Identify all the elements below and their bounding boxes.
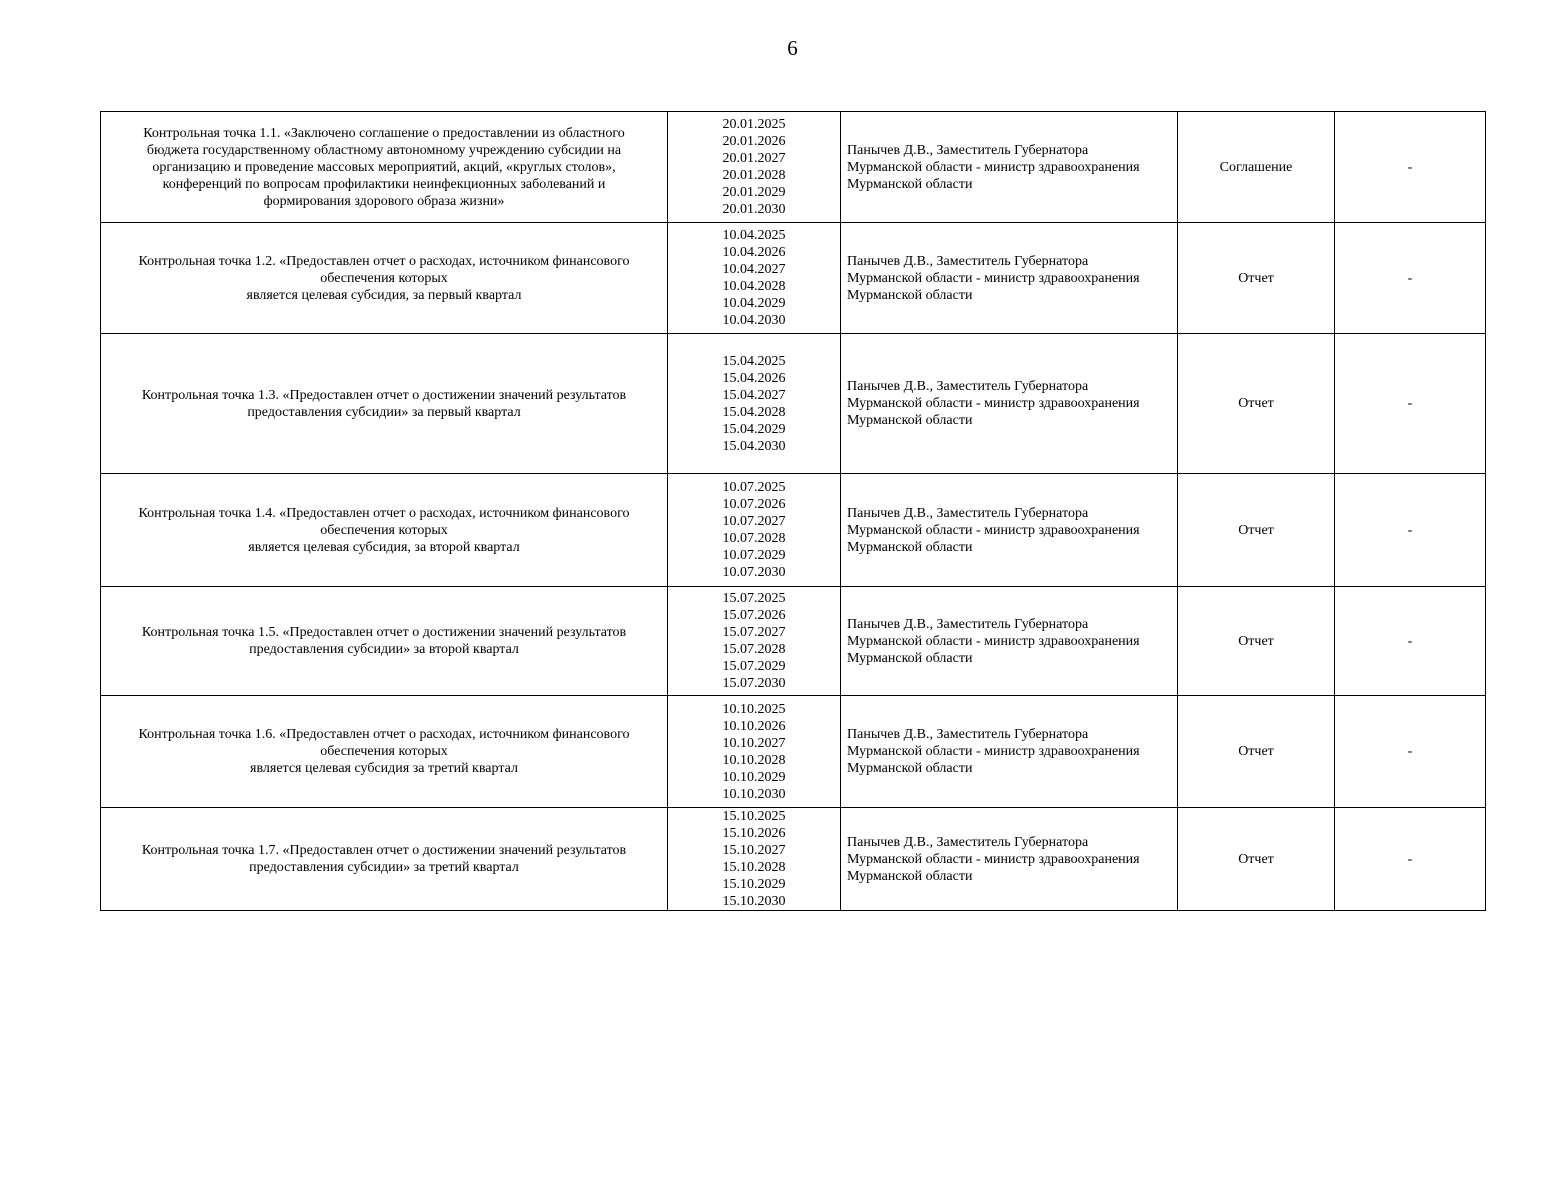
document-type-cell: Отчет bbox=[1178, 587, 1335, 696]
table-row bbox=[101, 112, 1486, 223]
responsible-cell: Панычев Д.В., Заместитель Губернатора Мурманской области - министр здравоохранения Мурманской области bbox=[841, 223, 1178, 334]
note-cell: - bbox=[1335, 808, 1486, 911]
control-points-table bbox=[100, 111, 1486, 911]
responsible-cell: Панычев Д.В., Заместитель Губернатора Мурманской области - министр здравоохранения Мурманской области bbox=[841, 587, 1178, 696]
dates-cell: 15.07.2025 15.07.2026 15.07.2027 15.07.2028 15.07.2029 15.07.2030 bbox=[668, 587, 841, 696]
dates-cell: 20.01.2025 20.01.2026 20.01.2027 20.01.2028 20.01.2029 20.01.2030 bbox=[668, 112, 841, 223]
responsible-cell: Панычев Д.В., Заместитель Губернатора Мурманской области - министр здравоохранения Мурманской области bbox=[841, 696, 1178, 808]
table-row bbox=[101, 223, 1486, 334]
table-body bbox=[101, 112, 1486, 911]
dates-cell: 10.10.2025 10.10.2026 10.10.2027 10.10.2028 10.10.2029 10.10.2030 bbox=[668, 696, 841, 808]
responsible-cell: Панычев Д.В., Заместитель Губернатора Мурманской области - министр здравоохранения Мурманской области bbox=[841, 808, 1178, 911]
description-cell: Контрольная точка 1.5. «Предоставлен отчет о достижении значений результатов предоставления субсидии» за второй квартал bbox=[101, 587, 668, 696]
dates-cell: 15.04.2025 15.04.2026 15.04.2027 15.04.2028 15.04.2029 15.04.2030 bbox=[668, 334, 841, 474]
document-type-cell: Отчет bbox=[1178, 808, 1335, 911]
table-row bbox=[101, 334, 1486, 474]
page-number: 6 bbox=[787, 36, 798, 60]
description-cell: Контрольная точка 1.7. «Предоставлен отчет о достижении значений результатов предоставления субсидии» за третий квартал bbox=[101, 808, 668, 911]
description-cell: Контрольная точка 1.3. «Предоставлен отчет о достижении значений результатов предоставления субсидии» за первый квартал bbox=[101, 334, 668, 474]
responsible-cell: Панычев Д.В., Заместитель Губернатора Мурманской области - министр здравоохранения Мурманской области bbox=[841, 112, 1178, 223]
document-type-cell: Отчет bbox=[1178, 696, 1335, 808]
responsible-cell: Панычев Д.В., Заместитель Губернатора Мурманской области - министр здравоохранения Мурманской области bbox=[841, 474, 1178, 587]
note-cell: - bbox=[1335, 474, 1486, 587]
note-cell: - bbox=[1335, 587, 1486, 696]
table-row bbox=[101, 808, 1486, 911]
description-cell: Контрольная точка 1.4. «Предоставлен отчет о расходах, источником финансового обеспечения которых является целевая субсидия, за второй квартал bbox=[101, 474, 668, 587]
dates-cell: 10.04.2025 10.04.2026 10.04.2027 10.04.2028 10.04.2029 10.04.2030 bbox=[668, 223, 841, 334]
note-cell: - bbox=[1335, 334, 1486, 474]
document-type-cell: Соглашение bbox=[1178, 112, 1335, 223]
dates-cell: 15.10.2025 15.10.2026 15.10.2027 15.10.2028 15.10.2029 15.10.2030 bbox=[668, 808, 841, 911]
description-cell: Контрольная точка 1.1. «Заключено соглашение о предоставлении из областного бюджета государственному областному автономному учреждению субсидии на организацию и проведение массовых мероприятий, акций, «круглых столов», конференций по вопросам профилактики неинфекционных заболеваний и формирования здорового образа жизни» bbox=[101, 112, 668, 223]
table-row bbox=[101, 587, 1486, 696]
dates-cell: 10.07.2025 10.07.2026 10.07.2027 10.07.2028 10.07.2029 10.07.2030 bbox=[668, 474, 841, 587]
note-cell: - bbox=[1335, 696, 1486, 808]
description-cell: Контрольная точка 1.6. «Предоставлен отчет о расходах, источником финансового обеспечения которых является целевая субсидия за третий квартал bbox=[101, 696, 668, 808]
table-row bbox=[101, 474, 1486, 587]
table-row bbox=[101, 696, 1486, 808]
document-type-cell: Отчет bbox=[1178, 474, 1335, 587]
description-cell: Контрольная точка 1.2. «Предоставлен отчет о расходах, источником финансового обеспечения которых является целевая субсидия, за первый квартал bbox=[101, 223, 668, 334]
note-cell: - bbox=[1335, 112, 1486, 223]
note-cell: - bbox=[1335, 223, 1486, 334]
responsible-cell: Панычев Д.В., Заместитель Губернатора Мурманской области - министр здравоохранения Мурманской области bbox=[841, 334, 1178, 474]
document-type-cell: Отчет bbox=[1178, 334, 1335, 474]
document-type-cell: Отчет bbox=[1178, 223, 1335, 334]
